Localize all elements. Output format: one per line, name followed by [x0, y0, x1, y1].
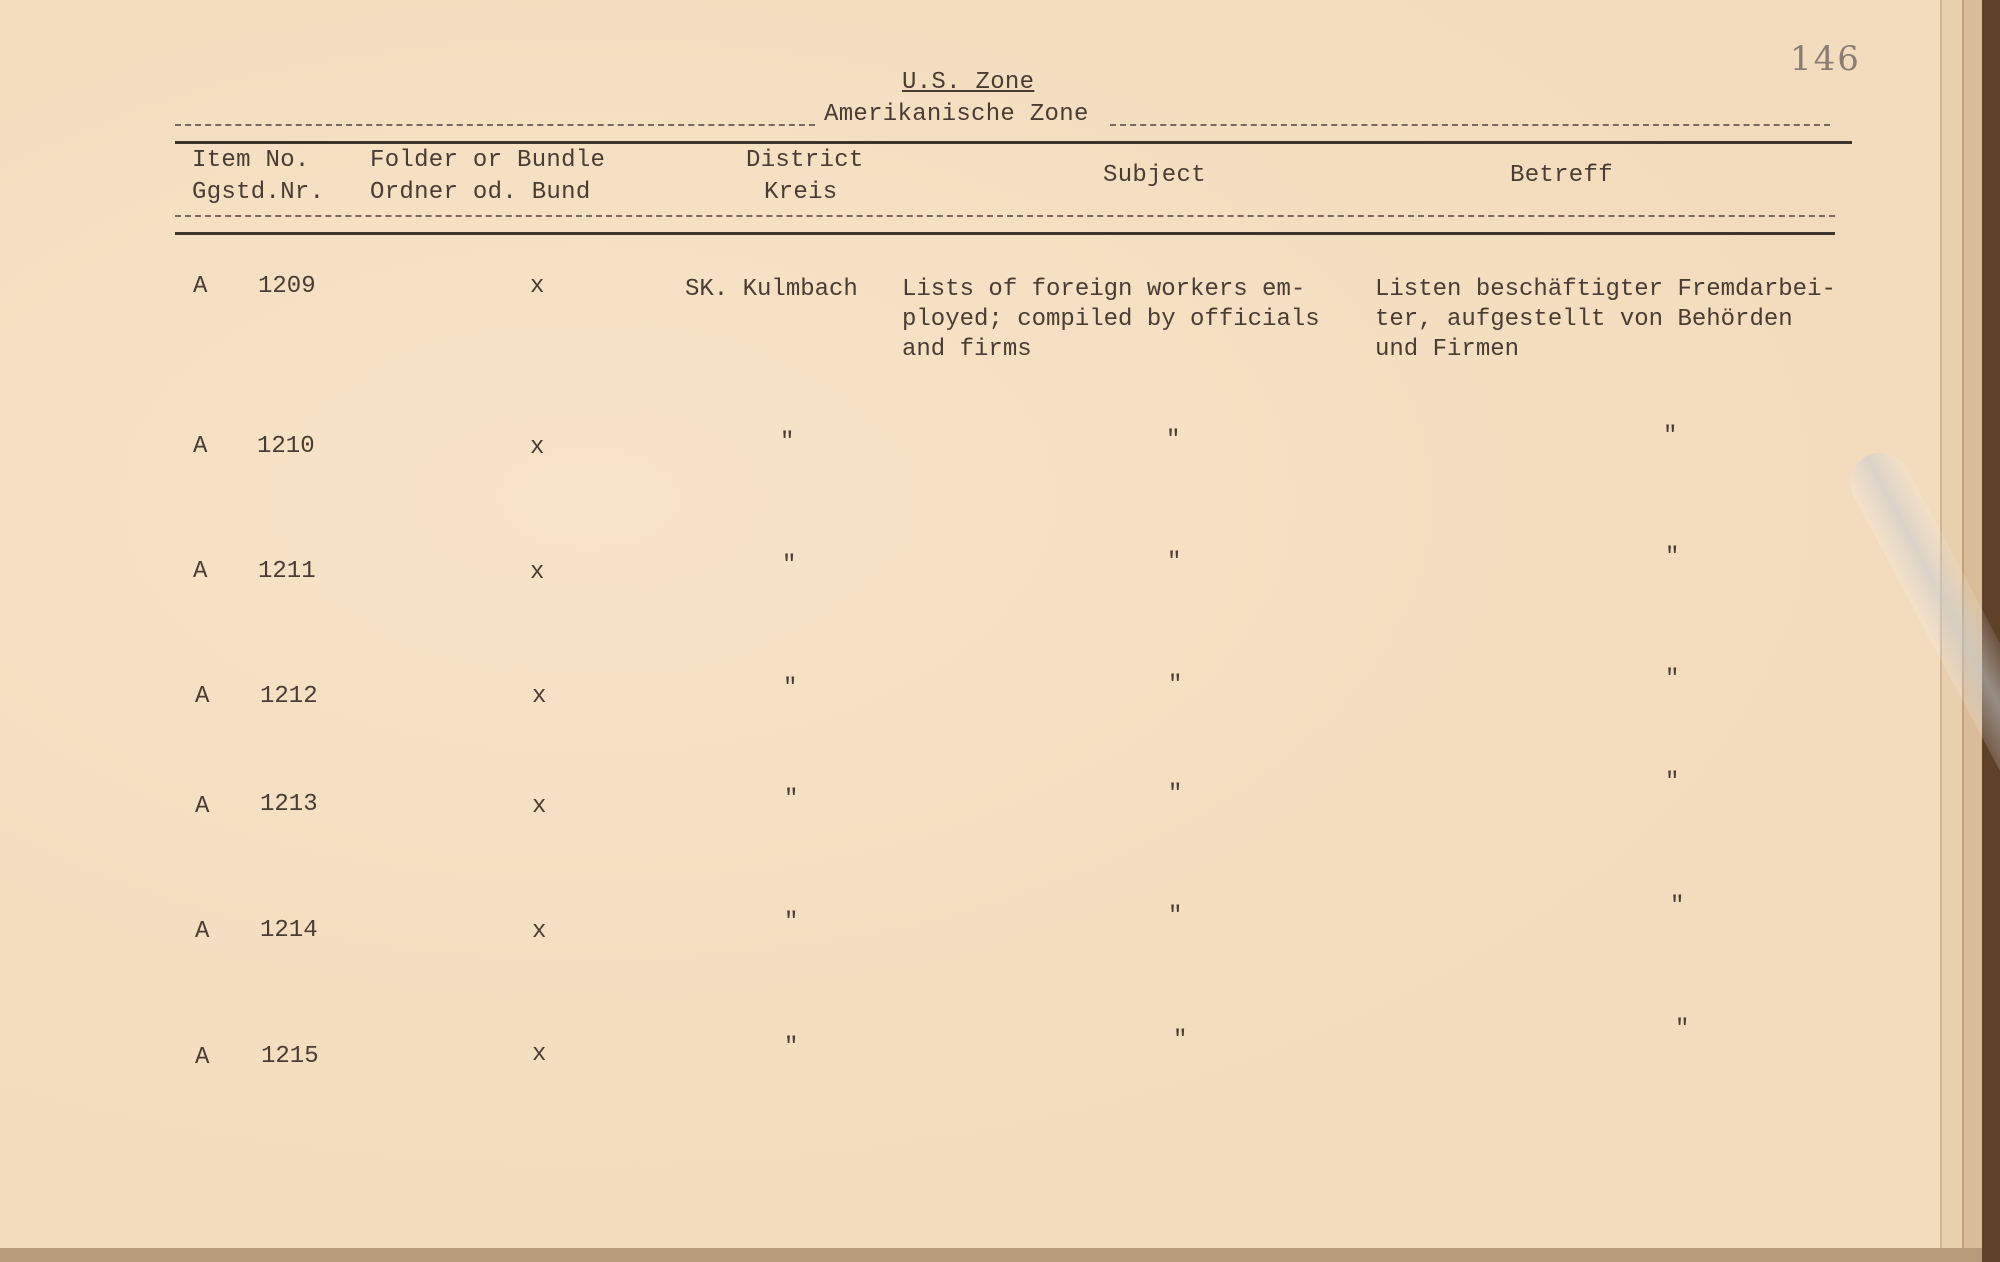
folder-mark: x: [532, 1041, 547, 1068]
subject-line-2: ployed; compiled by officials: [902, 306, 1320, 333]
header-folder-en: Folder or Bundle: [370, 147, 606, 174]
header-item-de: Ggstd.Nr.: [192, 179, 325, 206]
betreff-ditto: ": [1665, 544, 1680, 571]
header-item-en: Item No.: [192, 147, 310, 174]
district-ditto: ": [782, 552, 797, 579]
folder-mark: x: [530, 559, 545, 586]
item-number: 1211: [258, 558, 316, 585]
folder-mark: x: [532, 793, 547, 820]
district-cell: SK. Kulmbach: [685, 276, 858, 303]
folder-mark: x: [530, 273, 545, 300]
item-number: 1212: [260, 683, 318, 710]
item-prefix: A: [195, 793, 210, 820]
page-number: 146: [1790, 39, 1861, 79]
item-prefix: A: [195, 918, 210, 945]
dashed-rule-right: [1110, 124, 1830, 126]
folder-mark: x: [530, 434, 545, 461]
subject-ditto: ": [1168, 903, 1183, 930]
item-prefix: A: [193, 273, 208, 300]
subject-ditto: ": [1168, 672, 1183, 699]
betreff-ditto: ": [1675, 1016, 1690, 1043]
betreff-ditto: ": [1663, 423, 1678, 450]
item-number: 1213: [260, 791, 318, 818]
header-folder-de: Ordner od. Bund: [370, 179, 591, 206]
subject-ditto: ": [1166, 427, 1181, 454]
subject-ditto: ": [1173, 1027, 1188, 1054]
header-betreff: Betreff: [1510, 162, 1613, 189]
item-number: 1209: [258, 273, 316, 300]
header-top-rule: [175, 141, 1852, 144]
district-ditto: ": [784, 909, 799, 936]
header-dashed-rule: [175, 215, 1835, 217]
header-district-en: District: [746, 147, 864, 174]
folder-mark: x: [532, 918, 547, 945]
item-prefix: A: [195, 683, 210, 710]
item-prefix: A: [195, 1044, 210, 1071]
district-ditto: ": [784, 1034, 799, 1061]
item-number: 1215: [261, 1043, 319, 1070]
folder-mark: x: [532, 683, 547, 710]
zone-title-en: U.S. Zone: [902, 69, 1035, 96]
betreff-line-1: Listen beschäftigter Fremdarbei-: [1375, 276, 1836, 303]
betreff-line-2: ter, aufgestellt von Behörden: [1375, 306, 1793, 333]
betreff-ditto: ": [1670, 893, 1685, 920]
header-subject: Subject: [1103, 162, 1206, 189]
subject-line-3: and firms: [902, 336, 1032, 363]
item-number: 1210: [257, 433, 315, 460]
header-district-de: Kreis: [764, 179, 838, 206]
subject-line-1: Lists of foreign workers em-: [902, 276, 1306, 303]
item-number: 1214: [260, 917, 318, 944]
bottom-edge: [0, 1248, 1982, 1262]
subject-ditto: ": [1168, 781, 1183, 808]
dashed-rule-left: [175, 124, 815, 126]
betreff-ditto: ": [1665, 666, 1680, 693]
district-ditto: ": [784, 786, 799, 813]
subject-ditto: ": [1167, 549, 1182, 576]
district-ditto: ": [783, 675, 798, 702]
betreff-line-3: und Firmen: [1375, 336, 1520, 363]
item-prefix: A: [193, 558, 208, 585]
betreff-ditto: ": [1665, 769, 1680, 796]
zone-title-de: Amerikanische Zone: [824, 101, 1089, 128]
item-prefix: A: [193, 433, 208, 460]
header-bottom-rule: [175, 232, 1835, 235]
district-ditto: ": [780, 429, 795, 456]
